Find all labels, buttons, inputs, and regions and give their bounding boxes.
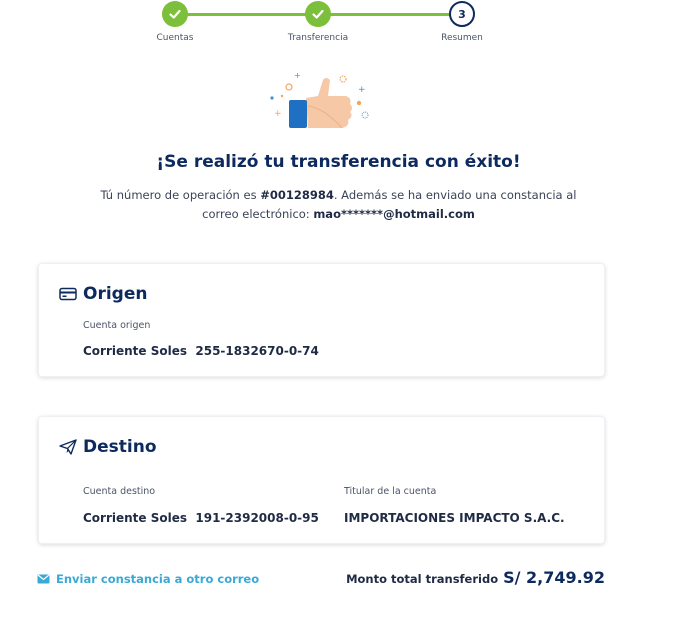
cuenta-destino-value (83, 511, 319, 525)
origen-account-type: Corriente Soles (83, 344, 188, 358)
step-label-cuentas: Cuentas (156, 33, 194, 43)
titular-label: Titular de la cuenta (344, 486, 437, 497)
destino-header (59, 437, 157, 457)
step-connector (176, 13, 318, 16)
origen-account-number: 255-1832670-0-74 (195, 344, 319, 358)
destino-title: Destino (83, 437, 157, 457)
destino-account-type: Corriente Soles (83, 511, 188, 525)
step-label-resumen: Resumen (441, 33, 483, 43)
origen-card (38, 263, 605, 377)
paper-plane-icon (59, 439, 77, 455)
total-label: Monto total transferido (346, 572, 499, 586)
step-cuentas-check (162, 1, 188, 27)
operation-number: #00128984 (260, 188, 334, 202)
total-amount: S/ 2,749.92 (503, 568, 605, 587)
step-resumen-number: 3 (449, 1, 475, 27)
send-receipt-link[interactable] (37, 572, 259, 586)
origen-title: Origen (83, 284, 148, 304)
destino-card (38, 416, 605, 544)
svg-text:+: + (358, 85, 366, 95)
step-transferencia-check (305, 1, 331, 27)
mail-icon (37, 574, 50, 584)
desc-text-1: Tú número de operación es (100, 188, 261, 202)
cuenta-destino-label: Cuenta destino (83, 486, 156, 497)
origen-header (59, 284, 147, 304)
stepper (0, 0, 677, 50)
desc-text-3: correo electrónico: (202, 207, 314, 221)
thumbs-up-illustration (268, 68, 372, 132)
destino-account-number: 191-2392008-0-95 (195, 511, 319, 525)
success-title: ¡Se realizó tu transferencia con éxito! (156, 152, 521, 172)
send-receipt-label[interactable]: Enviar constancia a otro correo (56, 572, 260, 586)
titular-value: IMPORTACIONES IMPACTO S.A.C. (344, 511, 565, 525)
email-value: mao*******@hotmail.com (313, 207, 475, 221)
success-description (60, 186, 617, 224)
check-icon (311, 7, 325, 21)
svg-text:+: + (274, 109, 282, 119)
step-label-transferencia: Transferencia (287, 33, 349, 43)
total-transferred (346, 568, 605, 587)
desc-text-2: . Además se ha enviado una constancia al (333, 188, 577, 202)
cuenta-origen-label: Cuenta origen (83, 320, 151, 331)
cuenta-origen-value (83, 344, 319, 358)
card-icon (59, 287, 77, 301)
check-icon (168, 7, 182, 21)
svg-text:+: + (294, 71, 301, 80)
step-connector (318, 13, 462, 16)
